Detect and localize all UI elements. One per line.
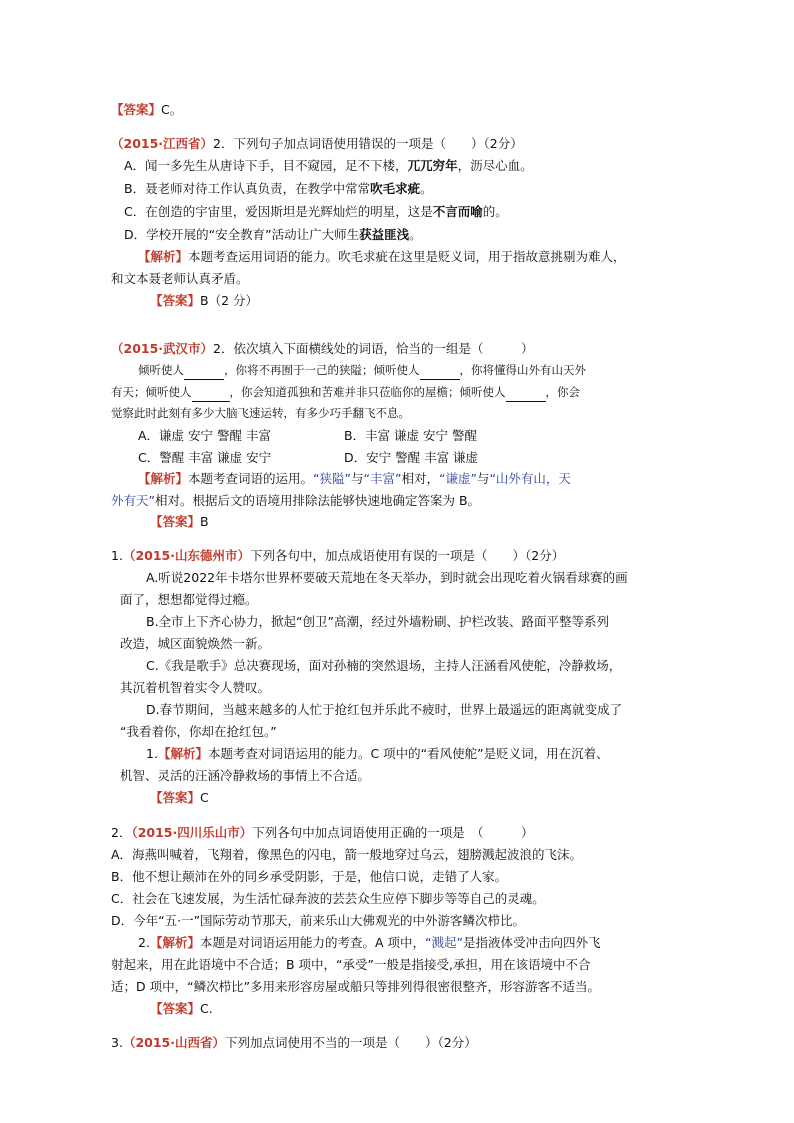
question-number: 3. xyxy=(111,1035,123,1050)
dezhou-stem xyxy=(111,547,564,564)
wuhan-option-b xyxy=(344,427,477,444)
leshan-answer xyxy=(150,1000,213,1017)
wuhan-option-a xyxy=(138,427,271,444)
option-text: A.听说2022年卡塔尔世界杯要破天荒地在冬天举办，到时就会出现吃着火锅看球赛的画 xyxy=(146,570,628,585)
dezhou-analysis-line2 xyxy=(120,767,370,784)
quoted-term: 外有天” xyxy=(111,493,155,508)
dezhou-option-b-line2 xyxy=(120,635,270,652)
option-text: 的。 xyxy=(482,204,508,219)
dotted-word: 不言而喻 xyxy=(432,204,483,219)
option-text: 改造，城区面貌焕然一新。 xyxy=(120,636,271,651)
jiangxi-option-b xyxy=(124,180,433,197)
blank-line xyxy=(420,362,460,380)
dezhou-option-d-line1 xyxy=(146,701,622,718)
wuhan-passage-line1 xyxy=(138,362,586,379)
wuhan-passage-line3 xyxy=(111,405,410,422)
quoted-term: “谦虚” xyxy=(438,471,477,486)
analysis-text: 和文本聂老师认真矛盾。 xyxy=(111,271,249,286)
leshan-option-d xyxy=(111,912,525,929)
leshan-analysis-line3 xyxy=(111,978,600,995)
answer-text: C. xyxy=(200,1001,213,1016)
quoted-term: “溅起” xyxy=(424,935,463,950)
option-text: B．聂老师对待工作认真负责，在教学中常常 xyxy=(124,181,371,196)
blank-line xyxy=(184,362,224,380)
dotted-word: 吹毛求疵 xyxy=(370,181,421,196)
quoted-term: “山外有山，天 xyxy=(489,471,571,486)
dezhou-option-a-line1 xyxy=(146,569,628,586)
option-text: C．社会在飞速发展，为生活忙碌奔波的芸芸众生应停下脚步等等自己的灵魂。 xyxy=(111,891,545,906)
wuhan-passage-line2 xyxy=(111,384,580,401)
option-text: 。 xyxy=(420,181,433,196)
dezhou-answer xyxy=(150,789,209,806)
wuhan-answer xyxy=(150,513,209,530)
passage-text: 有天；倾听使人 xyxy=(111,385,192,399)
analysis-text: 机智、灵活的汪涵冷静救场的事情上不合适。 xyxy=(120,768,371,783)
option-text: 。 xyxy=(409,227,422,242)
dezhou-option-c-line1 xyxy=(146,657,621,674)
option-text: ，沥尽心血。 xyxy=(457,158,533,173)
wuhan-analysis-line2 xyxy=(111,492,480,509)
wuhan-analysis-line1 xyxy=(138,470,571,487)
analysis-number: 1. xyxy=(146,746,158,761)
passage-text: ，你将不再囿于一己的狭隘；倾听使人 xyxy=(224,363,420,377)
option-text: C.《我是歌手》总决赛现场，面对孙楠的突然退场，主持人汪涵看风使舵，冷静救场， xyxy=(146,658,622,673)
leshan-analysis-line2 xyxy=(111,956,590,973)
shanxi-stem-text: 下列加点词使用不当的一项是（ ）（2分） xyxy=(224,1035,477,1050)
wuhan-option-d xyxy=(344,449,478,466)
dezhou-option-d-line2 xyxy=(120,723,277,740)
option-text: A．闻一多先生从唐诗下手，目不窥园，足不下楼， xyxy=(124,158,408,173)
analysis-label: 【解析】 xyxy=(157,746,208,761)
option-text: 其沉着机智着实令人赞叹。 xyxy=(120,680,271,695)
answer-label: 【答案】 xyxy=(150,790,201,805)
jiangxi-option-d xyxy=(124,226,422,243)
wuhan-stem-text: 2．依次填入下面横线处的词语，恰当的一组是（ ） xyxy=(213,341,534,356)
leshan-source: （2015·四川乐山市） xyxy=(131,825,253,840)
jiangxi-analysis-line2 xyxy=(111,270,249,287)
analysis-text: 适；D 项中，“鳞次栉比”多用来形容房屋或船只等排列得很密很整齐，形容游客不适当。 xyxy=(111,979,601,994)
jiangxi-analysis-line1 xyxy=(138,248,626,265)
dotted-word: 兀兀穷年 xyxy=(407,158,458,173)
leshan-option-a xyxy=(111,846,582,863)
blank-line xyxy=(506,384,546,402)
jiangxi-option-c xyxy=(124,203,508,220)
leshan-stem-text: 下列各句中加点词语使用正确的一项是 （ ） xyxy=(252,825,534,840)
dezhou-analysis-line1 xyxy=(146,745,609,762)
jiangxi-answer xyxy=(150,292,258,309)
passage-text: ，你将懂得山外有山天外 xyxy=(459,363,586,377)
blank-line xyxy=(192,384,230,402)
passage-text: ，你会 xyxy=(545,385,580,399)
passage-text: 觉察此时此刻有多少大脑飞速运转，有多少巧手翻飞不息。 xyxy=(111,406,410,420)
shanxi-stem xyxy=(111,1034,477,1051)
analysis-label: 【解析】 xyxy=(138,249,189,264)
answer-label: 【答案】 xyxy=(150,514,201,529)
answer-text: B（2 分） xyxy=(200,293,259,308)
dezhou-option-c-line2 xyxy=(120,679,270,696)
option-text: B．丰富 谦虚 安宁 警醒 xyxy=(344,428,477,443)
leshan-option-b xyxy=(111,868,507,885)
option-text: A．谦虚 安宁 警醒 丰富 xyxy=(138,428,271,443)
analysis-text: 本题是对词语运用能力的考查。A 项中， xyxy=(199,935,425,950)
jiangxi-stem xyxy=(111,135,523,152)
option-text: B．他不想让颠沛在外的同乡承受阴影，于是，他信口说，走错了人家。 xyxy=(111,869,508,884)
answer-line xyxy=(111,101,182,118)
option-text: 面了，想想都觉得过瘾。 xyxy=(120,592,258,607)
analysis-label: 【解析】 xyxy=(149,935,200,950)
option-text: C．警醒 丰富 谦虚 安宁 xyxy=(138,450,272,465)
jiangxi-source: （2015·江西省） xyxy=(111,136,214,151)
leshan-option-c xyxy=(111,890,545,907)
answer-label: 【答案】 xyxy=(150,1001,201,1016)
question-number: 1. xyxy=(111,548,123,563)
analysis-text: 本题考查对词语运用的能力。C 项中的“看风使舵”是贬义词，用在沉着、 xyxy=(207,746,609,761)
wuhan-stem xyxy=(111,340,534,357)
option-text: D.春节期间，当越来越多的人忙于抢红包并乐此不疲时，世界上最遥远的距离就变成了 xyxy=(146,702,623,717)
passage-text: 倾听使人 xyxy=(138,363,184,377)
option-text: A．海燕叫喊着，飞翔着，像黑色的闪电，箭一般地穿过乌云，翅膀溅起波浪的飞沫。 xyxy=(111,847,583,862)
option-text: B.全市上下齐心协力，掀起“创卫”高潮，经过外墙粉刷、护栏改装、路面平整等系列 xyxy=(146,614,610,629)
wuhan-source: （2015·武汉市） xyxy=(111,341,214,356)
analysis-text: 是指液体受冲击向四外飞 xyxy=(462,935,601,950)
shanxi-source: （2015·山西省） xyxy=(122,1035,225,1050)
dotted-word: 获益匪浅 xyxy=(359,227,410,242)
dezhou-source: （2015·山东德州市） xyxy=(122,548,250,563)
wuhan-option-c xyxy=(138,449,271,466)
analysis-text: 本题考查词语的运用。 xyxy=(188,471,314,486)
option-text: “我看着你，你却在抢红包。” xyxy=(120,724,277,739)
dezhou-option-b-line1 xyxy=(146,613,609,630)
analysis-text: 本题考查运用词语的能力。吹毛求疵在这里是贬义词，用于指故意挑剔为难人， xyxy=(188,249,626,264)
leshan-stem xyxy=(111,824,534,841)
analysis-label: 【解析】 xyxy=(138,471,189,486)
option-text: D．安宁 警醒 丰富 谦虚 xyxy=(344,450,479,465)
answer-text: C。 xyxy=(161,102,183,117)
answer-text: C xyxy=(200,790,209,805)
option-text: D．今年“五·一”国际劳动节那天，前来乐山大佛观光的中外游客鳞次栉比。 xyxy=(111,913,526,928)
analysis-text: 与 xyxy=(350,471,364,486)
passage-text: ，你会知道孤独和苦难并非只莅临你的屋檐；倾听使人 xyxy=(229,385,506,399)
jiangxi-stem-text: 2．下列句子加点词语使用错误的一项是（ ）（2分） xyxy=(213,136,523,151)
analysis-number: 2. xyxy=(138,935,150,950)
answer-label: 【答案】 xyxy=(111,102,162,117)
dezhou-stem-text: 下列各句中，加点成语使用有误的一项是（ ）（2分） xyxy=(249,548,565,563)
analysis-text: 与 xyxy=(476,471,490,486)
analysis-text: 相对， xyxy=(401,471,439,486)
option-text: C．在创造的宇宙里，爱因斯坦是光辉灿烂的明星，这是 xyxy=(124,204,433,219)
answer-label: 【答案】 xyxy=(150,293,201,308)
answer-text: B xyxy=(200,514,209,529)
dezhou-option-a-line2 xyxy=(120,591,258,608)
question-number: 2． xyxy=(111,825,132,840)
option-text: D．学校开展的“安全教育”活动让广大师生 xyxy=(124,227,360,242)
jiangxi-option-a xyxy=(124,157,533,174)
quoted-term: “狭隘” xyxy=(313,471,351,486)
analysis-text: 射起来，用在此语境中不合适；B 项中，“承受”一般是指接受,承担，用在该语境中不合 xyxy=(111,957,591,972)
leshan-analysis-line1 xyxy=(138,934,600,951)
analysis-text: 相对。根据后文的语境用排除法能够快速地确定答案为 B。 xyxy=(154,493,481,508)
quoted-term: “丰富” xyxy=(363,471,402,486)
